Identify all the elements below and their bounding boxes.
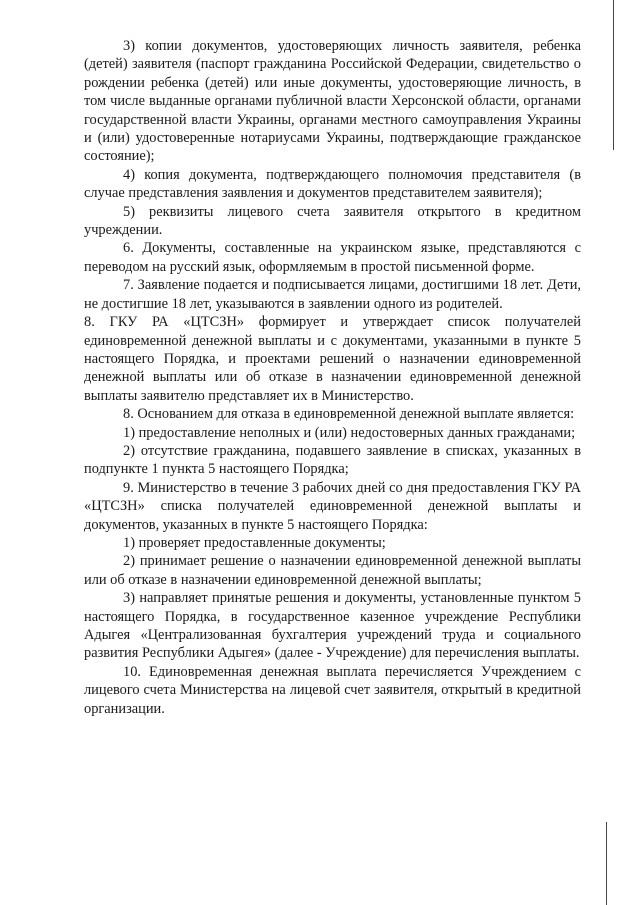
paragraph-clause-9: 9. Министерство в течение 3 рабочих дней со дня предоставления ГКУ РА «ЦТСЗН» списка получателей единовременной денежной выплаты и документов, указанных в пункте 5 настоящего Порядка: [84, 479, 581, 533]
paragraph-clause-8-refusal: 8. Основанием для отказа в единовременной денежной выплате является: [123, 406, 575, 423]
scan-edge-mark-top [613, 0, 614, 150]
paragraph-clause-6: 6. Документы, составленные на украинском языке, представляются с переводом на русский язык, оформляемым в простой письменной форме. [84, 240, 581, 275]
paragraph-item-4: 4) копия документа, подтверждающего полномочия представителя (в случае представления заявления и документов представителем заявителя); [84, 166, 581, 202]
scan-edge-mark-bottom [606, 822, 607, 905]
paragraph-refusal-1: 1) предоставление неполных и (или) недостоверных данных гражданами; [123, 424, 576, 441]
paragraph-refusal-2: 2) отсутствие гражданина, подавшего заявление в списках, указанных в подпункте 1 пункта 5 настоящего Порядка; [84, 442, 581, 478]
paragraph-action-3: 3) направляет принятые решения и документы, установленные пунктом 5 настоящего Порядка, в государственное казенное учреждение Республики Адыгея «Централизованная бухгалтерия учреждений труда и социального развития Республики Адыгея» (далее - Учреждение) для перечисления выплаты. [84, 590, 581, 662]
paragraph-item-5: 5) реквизиты лицевого счета заявителя открытого в кредитном учреждении. [84, 203, 581, 239]
paragraph-action-1: 1) проверяет предоставленные документы; [123, 534, 386, 551]
paragraph-clause-10: 10. Единовременная денежная выплата перечисляется Учреждением с лицевого счета Министерства на лицевой счет заявителя, открытый в кредитной организации. [84, 663, 581, 717]
paragraph-clause-8-list: 8. ГКУ РА «ЦТСЗН» формирует и утверждает список получателей единовременной денежной выплаты и с документами, указанными в пункте 5 настоящего Порядка, и проектами решений о назначении единовременной денежной выплаты или об отказе в назначении единовременной денежной выплаты заявителю представляет их в Министерство. [84, 314, 581, 404]
paragraph-item-3: 3) копии документов, удостоверяющих личность заявителя, ребенка (детей) заявителя (паспорт гражданина Российской Федерации, свидетельство о рождении ребенка (детей) или иные документы, удостоверяющие личность, в том числе выданные органами публичной власти Херсонской области, органами государственной власти Украины, органами местного самоуправления Украины и (или) удостоверенные нотариусами Украины, подтверждающие гражданское состояние); [84, 38, 581, 165]
document-body [84, 37, 581, 718]
paragraph-action-2: 2) принимает решение о назначении единовременной денежной выплаты или об отказе в назначении единовременной денежной выплаты; [84, 553, 581, 588]
paragraph-clause-7: 7. Заявление подается и подписывается лицами, достигшими 18 лет. Дети, не достигшие 18 лет, указываются в заявлении одного из родителей. [84, 277, 581, 312]
